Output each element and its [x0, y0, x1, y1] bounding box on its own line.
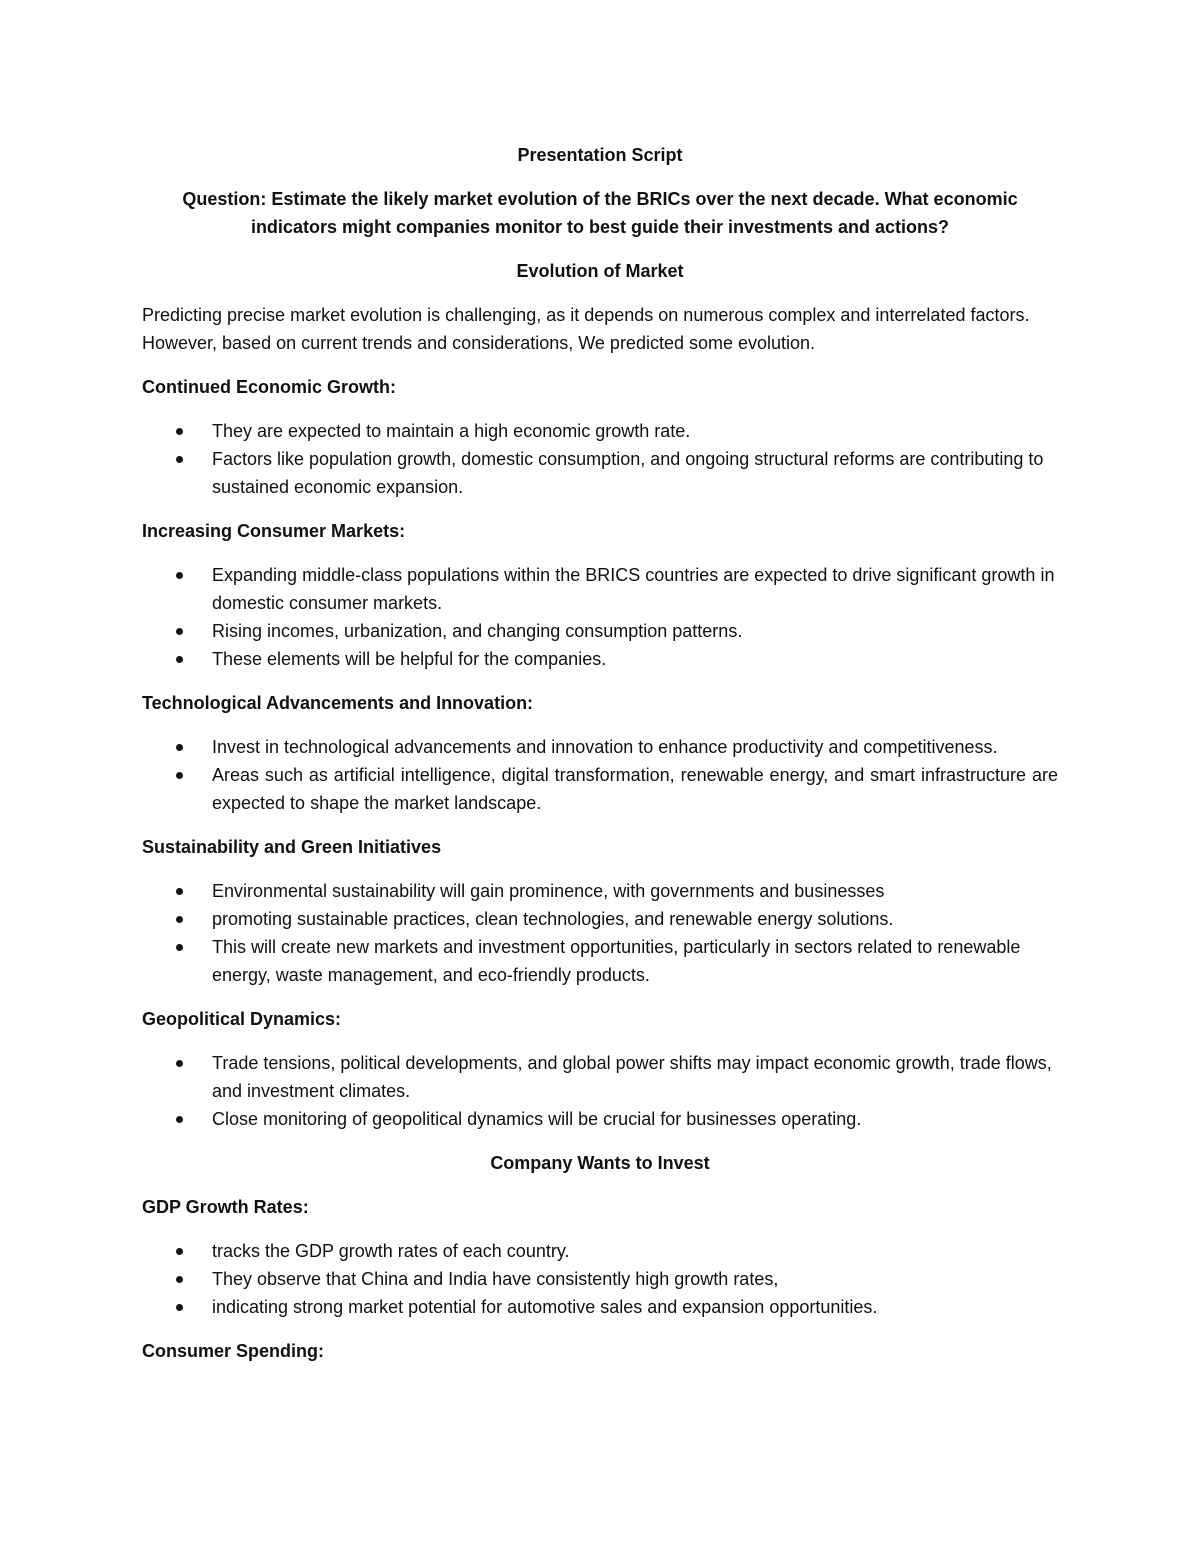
bullet-icon — [176, 1060, 183, 1067]
list-sustainability — [142, 877, 1058, 989]
bullet-icon — [176, 1276, 183, 1283]
bullet-icon — [176, 1116, 183, 1123]
document-content — [142, 141, 1058, 1381]
list-item: Trade tensions, political developments, and global power shifts may impact economic growth, trade flows, and investment climates. — [142, 1049, 1058, 1105]
document-title: Presentation Script — [517, 145, 683, 165]
bullet-icon — [176, 456, 183, 463]
bullet-icon — [176, 1304, 183, 1311]
list-item: These elements will be helpful for the companies. — [142, 645, 1058, 673]
list-item: Rising incomes, urbanization, and changing consumption patterns. — [142, 617, 1058, 645]
bullet-icon — [176, 772, 183, 779]
list-technology — [142, 733, 1058, 817]
heading-geopolitical: Geopolitical Dynamics: — [142, 1009, 342, 1029]
list-item: tracks the GDP growth rates of each country. — [142, 1237, 1058, 1265]
list-item: Environmental sustainability will gain prominence, with governments and businesses — [142, 877, 1058, 905]
list-consumer-markets — [142, 561, 1058, 673]
list-geopolitical — [142, 1049, 1058, 1133]
heading-consumer-markets: Increasing Consumer Markets: — [142, 521, 406, 541]
list-item: Expanding middle-class populations within the BRICS countries are expected to drive significant growth in domestic consumer markets. — [142, 561, 1058, 617]
list-gdp — [142, 1237, 1058, 1321]
list-item: Areas such as artificial intelligence, digital transformation, renewable energy, and smart infrastructure are expected to shape the market landscape. — [142, 761, 1058, 817]
heading-economic-growth: Continued Economic Growth: — [142, 377, 396, 397]
bullet-icon — [176, 744, 183, 751]
list-economic-growth — [142, 417, 1058, 501]
question-text: Question: Estimate the likely market evolution of the BRICs over the next decade. What economic indicators might companies monitor to best guide their investments and actions? — [182, 189, 1018, 237]
heading-technology: Technological Advancements and Innovation: — [142, 693, 534, 713]
list-item: Factors like population growth, domestic consumption, and ongoing structural reforms are contributing to sustained economic expansion. — [142, 445, 1058, 501]
list-item: They observe that China and India have consistently high growth rates, — [142, 1265, 1058, 1293]
bullet-icon — [176, 944, 183, 951]
list-item: Invest in technological advancements and innovation to enhance productivity and competitiveness. — [142, 733, 1058, 761]
list-item: indicating strong market potential for automotive sales and expansion opportunities. — [142, 1293, 1058, 1321]
bullet-icon — [176, 1248, 183, 1255]
bullet-icon — [176, 572, 183, 579]
bullet-icon — [176, 428, 183, 435]
bullet-icon — [176, 888, 183, 895]
bullet-icon — [176, 656, 183, 663]
list-item: This will create new markets and investment opportunities, particularly in sectors related to renewable energy, waste management, and eco-friendly products. — [142, 933, 1058, 989]
bullet-icon — [176, 916, 183, 923]
heading-sustainability: Sustainability and Green Initiatives — [142, 837, 442, 857]
heading-gdp: GDP Growth Rates: — [142, 1197, 309, 1217]
bullet-icon — [176, 628, 183, 635]
section-title-invest: Company Wants to Invest — [490, 1153, 710, 1173]
heading-consumer-spending: Consumer Spending: — [142, 1341, 325, 1361]
list-item: promoting sustainable practices, clean technologies, and renewable energy solutions. — [142, 905, 1058, 933]
section-title-evolution: Evolution of Market — [516, 261, 684, 281]
list-item: They are expected to maintain a high economic growth rate. — [142, 417, 1058, 445]
intro-paragraph: Predicting precise market evolution is challenging, as it depends on numerous complex and interrelated factors. However, based on current trends and considerations, We predicted some evolution. — [142, 305, 1030, 353]
list-item: Close monitoring of geopolitical dynamics will be crucial for businesses operating. — [142, 1105, 1058, 1133]
